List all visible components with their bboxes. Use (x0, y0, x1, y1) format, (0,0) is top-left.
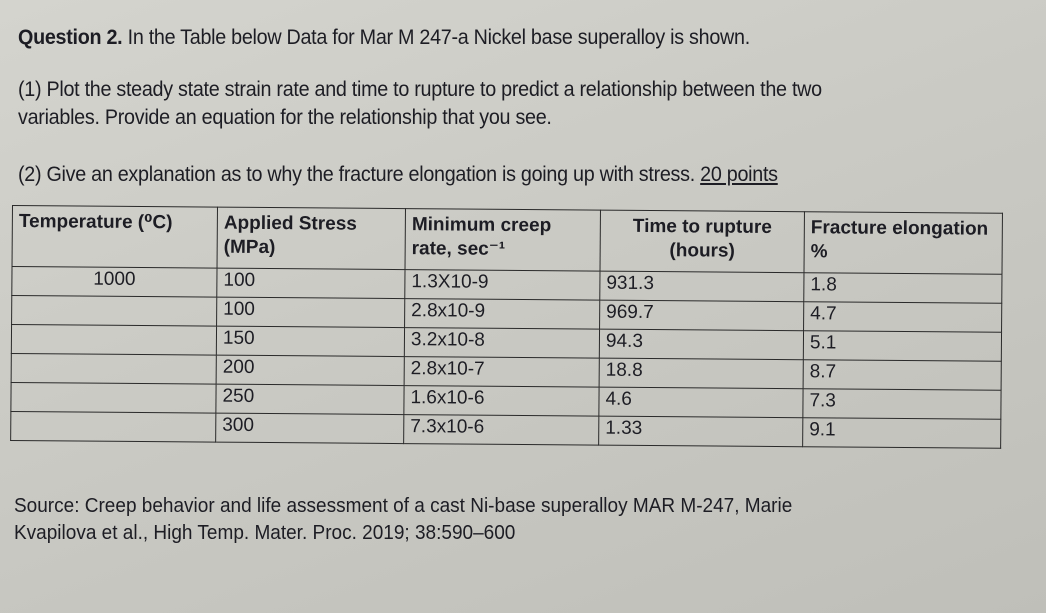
source-line2: Kvapilova et al., High Temp. Mater. Proc. 2019; 38:590–600 (14, 522, 516, 544)
header-rupture: Time to rupture (hours) (600, 210, 804, 273)
table-header-row (12, 206, 1002, 275)
cell-stress: 150 (216, 326, 404, 356)
header-creep-rate: Minimum creep rate, sec⁻¹ (405, 209, 600, 272)
part1-line1: (1) Plot the steady state strain rate and time to rupture to predict a relationship between the two (18, 78, 822, 101)
points-label: 20 points (700, 163, 778, 186)
source-citation (14, 493, 964, 547)
part2-line (18, 163, 778, 187)
cell-temperature (11, 382, 216, 413)
cell-rupture: 18.8 (599, 358, 803, 389)
header-temperature: Temperature (⁰C) (12, 206, 217, 269)
cell-temperature (11, 411, 216, 442)
cell-creep-rate: 1.6x10-6 (404, 386, 599, 417)
cell-elongation: 7.3 (803, 389, 1001, 420)
cell-temperature: 1000 (12, 267, 217, 298)
cell-creep-rate: 7.3x10-6 (404, 415, 599, 446)
cell-rupture: 931.3 (600, 271, 804, 302)
cell-stress: 300 (216, 413, 404, 443)
cell-elongation: 8.7 (803, 360, 1001, 391)
cell-elongation: 5.1 (803, 331, 1001, 362)
part2-text: (2) Give an explanation as to why the fracture elongation is going up with stress. (18, 163, 695, 186)
part1-line2: variables. Provide an equation for the relationship that you see. (18, 106, 552, 129)
header-stress: Applied Stress (MPa) (217, 207, 405, 269)
cell-rupture: 94.3 (599, 329, 803, 360)
cell-rupture: 4.6 (599, 387, 803, 418)
source-line1: Source: Creep behavior and life assessment of a cast Ni-base superalloy MAR M-247, Marie (14, 495, 793, 517)
cell-elongation: 1.8 (804, 273, 1002, 304)
cell-elongation: 4.7 (804, 302, 1002, 333)
cell-rupture: 1.33 (599, 416, 803, 447)
question-label: Question 2. (18, 26, 123, 49)
cell-temperature (11, 325, 216, 356)
cell-temperature (12, 296, 217, 327)
cell-creep-rate: 2.8x10-9 (405, 299, 600, 330)
cell-stress: 100 (217, 297, 405, 327)
cell-creep-rate: 1.3X10-9 (405, 270, 600, 301)
cell-temperature (11, 353, 216, 384)
data-table (10, 205, 1003, 449)
cell-stress: 250 (216, 384, 404, 414)
cell-rupture: 969.7 (600, 300, 804, 331)
cell-stress: 100 (217, 268, 405, 298)
question-intro: In the Table below Data for Mar M 247-a Nickel base superalloy is shown. (127, 26, 750, 49)
data-table-wrapper (10, 205, 1002, 468)
cell-stress: 200 (216, 355, 404, 385)
cell-creep-rate: 3.2x10-8 (404, 328, 599, 359)
cell-elongation: 9.1 (803, 418, 1001, 449)
cell-creep-rate: 2.8x10-7 (404, 357, 599, 388)
header-elongation: Fracture elongation % (804, 212, 1002, 275)
question-heading (18, 26, 750, 50)
